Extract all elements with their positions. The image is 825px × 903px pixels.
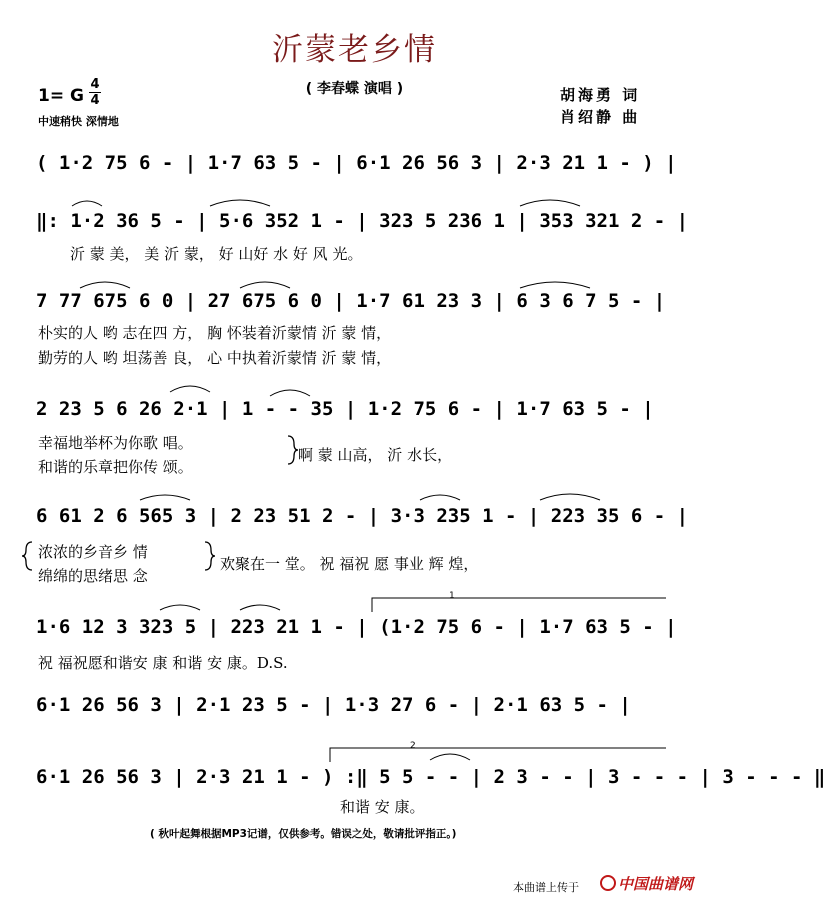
score-row-7-notes: 6·1 26 56 3 | 2·1 23 5 - | 1·3 27 6 - | 2·1 63 5 - | (36, 694, 631, 716)
volta-2-bracket (330, 748, 666, 762)
score-row-4-lyric-common: 啊 蒙 山高， 沂 水长， (298, 446, 453, 464)
lyric-brace-row5-right (205, 542, 215, 570)
time-numerator: 4 (90, 77, 100, 92)
slur-row5-a (140, 495, 190, 500)
slur-row2-a (72, 201, 102, 206)
slur-row2-c (520, 200, 580, 206)
site-name[interactable]: 中国曲谱网 (618, 875, 694, 893)
score-row-2-notes: ‖: 1·2 36 5 - | 5·6 352 1 - | 323 5 236 1 | 353 321 2 - | (36, 210, 689, 232)
upload-credit: 本曲谱上传于 (513, 881, 579, 894)
score-row-4-notes: 2 23 5 6 26 2·1 | 1 - - 35 | 1·2 75 6 - | 1·7 63 5 - | (36, 398, 654, 420)
score-row-8-notes: 6·1 26 56 3 | 2·3 21 1 - ) :‖ 5 5 - - | 2 3 - - | 3 - - - | 3 - - - ‖ (36, 766, 825, 788)
volta-1-bracket (372, 598, 666, 612)
slur-row4-a (170, 386, 210, 392)
slur-row3-a (80, 282, 130, 288)
score-row-4-lyric-2: 和谐的乐章把你传 颂。 (38, 458, 193, 476)
score-row-3-lyric-2: 勤劳的人 哟 坦荡善 良， 心 中执着沂蒙情 沂 蒙 情， (38, 349, 392, 367)
score-row-5-lyric-2: 绵绵的思绪思 念 (38, 567, 148, 585)
lyric-brace-row5-left (22, 542, 32, 570)
slur-row3-c (520, 282, 590, 288)
slur-row4-b (270, 390, 310, 396)
lyricist-credit: 胡海勇 词 (560, 86, 641, 104)
score-row-6-notes: 1·6 12 3 323 5 | 223 21 1 - | (1·2 75 6 - | 1·7 63 5 - | (36, 616, 677, 638)
slur-row6-b (240, 605, 280, 610)
score-row-5-lyric-common: 欢聚在一 堂。 祝 福祝 愿 事业 辉 煌， (220, 555, 479, 573)
slur-row5-c (540, 494, 600, 500)
slur-row6-a (160, 605, 200, 610)
score-row-3-lyric-1: 朴实的人 哟 志在四 方， 胸 怀装着沂蒙情 沂 蒙 情， (38, 324, 392, 342)
score-row-6-lyric: 祝 福祝愿和谐安 康 和谐 安 康。D.S. (38, 654, 288, 672)
slur-row8-a (430, 754, 470, 760)
volta-1-label: 1 (449, 591, 455, 601)
song-title: 沂蒙老乡情 (272, 32, 437, 68)
singer-credit: ( 李春蝶 演唱 ) (305, 81, 404, 97)
tempo-marking: 中速稍快 深情地 (38, 115, 119, 128)
slur-row3-b (240, 282, 290, 288)
time-denominator: 4 (90, 93, 100, 108)
slur-row5-b (420, 495, 460, 500)
score-row-1-notes: ( 1·2 75 6 - | 1·7 63 5 - | 6·1 26 56 3 | 2·3 21 1 - ) | (36, 152, 677, 174)
slur-row2-b (210, 200, 270, 206)
lyric-brace-row4 (288, 436, 298, 464)
composer-credit: 肖绍静 曲 (560, 108, 641, 126)
score-row-2-lyric: 沂 蒙 美， 美 沂 蒙， 好 山好 水 好 风 光。 (70, 245, 363, 263)
key-signature: 1= G (38, 86, 84, 106)
score-row-5-notes: 6 61 2 6 565 3 | 2 23 51 2 - | 3·3 235 1 - | 223 35 6 - | (36, 505, 689, 527)
volta-2-label: 2 (410, 741, 416, 751)
score-row-4-lyric-1: 幸福地举杯为你歌 唱。 (38, 434, 193, 452)
score-row-8-lyric: 和谐 安 康。 (340, 798, 425, 816)
transcriber-note: ( 秋叶起舞根据MP3记谱，仅供参考。错误之处，敬请批评指正。) (150, 828, 457, 840)
score-row-5-lyric-1: 浓浓的乡音乡 情 (38, 543, 148, 561)
score-row-3-notes: 7 77 675 6 0 | 27 675 6 0 | 1·7 61 23 3 | 6 3 6 7 5 - | (36, 290, 666, 312)
